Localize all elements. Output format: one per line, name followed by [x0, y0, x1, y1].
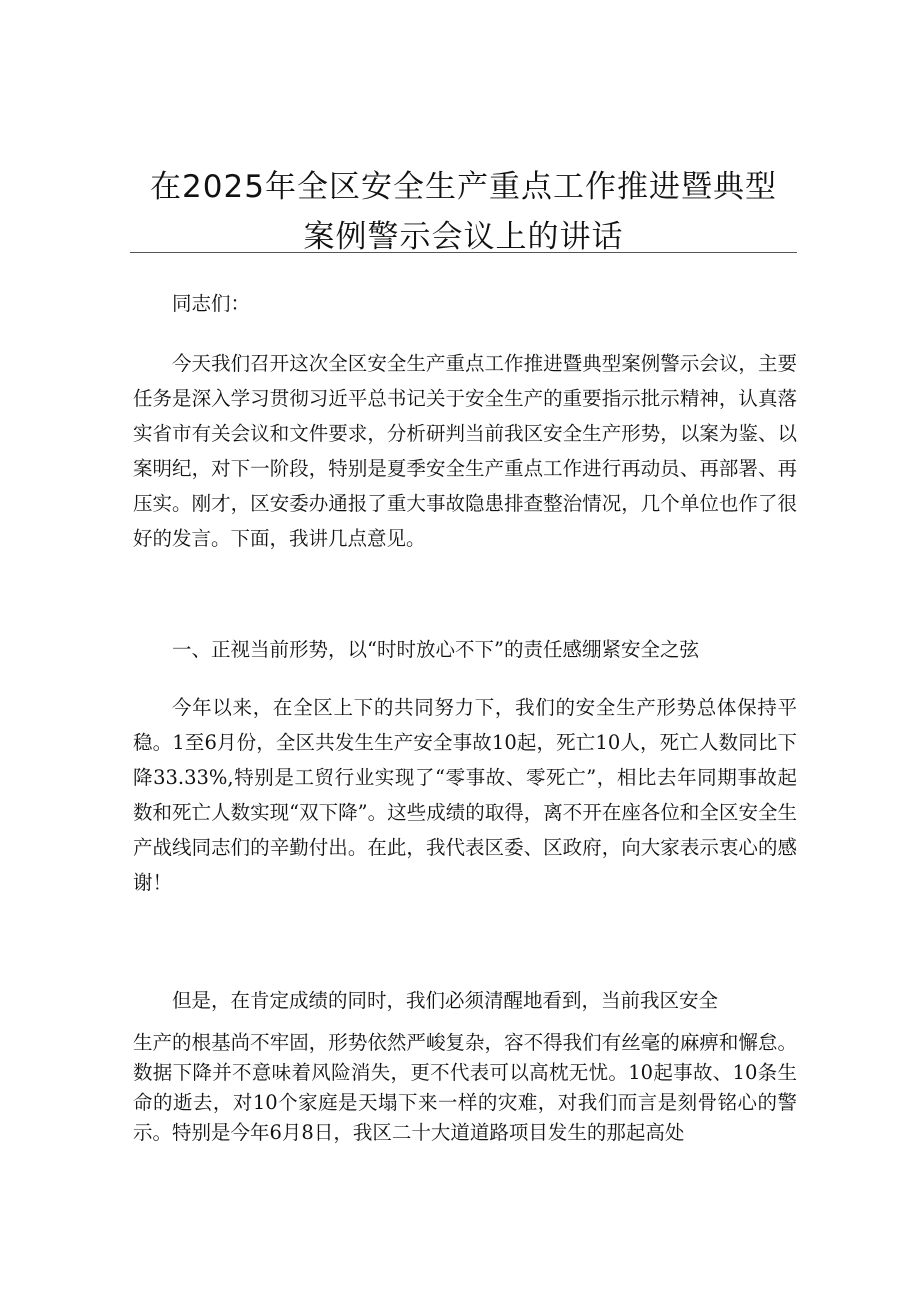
paragraph-warning-continued: 生产的根基尚不牢固，形势依然严峻复杂，容不得我们有丝毫的麻痹和懈怠。数据下降并不意味着风险消失，更不代表可以高枕无忧。10起事故、10条生命的逝去，对10个家庭是天塌下来一样的灾难，对我们而言是刻骨铭心的警示。特别是今年6月8日，我区二十大道道路项目发生的那起高处 — [133, 1031, 797, 1144]
salutation: 同志们： — [172, 292, 251, 315]
paragraph-warning-start: 但是，在肯定成绩的同时，我们必须清醒地看到，当前我区安全 — [172, 989, 719, 1012]
title-line-2: 案例警示会议上的讲话 — [303, 219, 624, 255]
title-line-1: 在2025年全区安全生产重点工作推进暨典型 — [150, 169, 777, 205]
document-title — [130, 162, 797, 262]
section-heading-1: 一、正视当前形势，以“时时放心不下”的责任感绷紧安全之弦 — [172, 638, 699, 661]
paragraph-achievements: 今年以来，在全区上下的共同努力下，我们的安全生产形势总体保持平稳。1至6月份，全区共发生生产安全事故10起，死亡10人，死亡人数同比下降33.33%,特别是工贸行业实现了“零事故、零死亡”，相比去年同期事故起数和死亡人数实现“双下降”。这些成绩的取得，离不开在座各位和全区安全生产战线同志们的辛勤付出。在此，我代表区委、区政府，向大家表示衷心的感谢！ — [133, 696, 797, 894]
paragraph-intro: 今天我们召开这次全区安全生产重点工作推进暨典型案例警示会议，主要任务是深入学习贯彻习近平总书记关于安全生产的重要指示批示精神，认真落实省市有关会议和文件要求，分析研判当前我区安全生产形势，以案为鉴、以案明纪，对下一阶段，特别是夏季安全生产重点工作进行再动员、再部署、再压实。刚才，区安委办通报了重大事故隐患排查整治情况，几个单位也作了很好的发言。下面，我讲几点意见。 — [133, 352, 797, 550]
title-underline — [130, 252, 797, 253]
